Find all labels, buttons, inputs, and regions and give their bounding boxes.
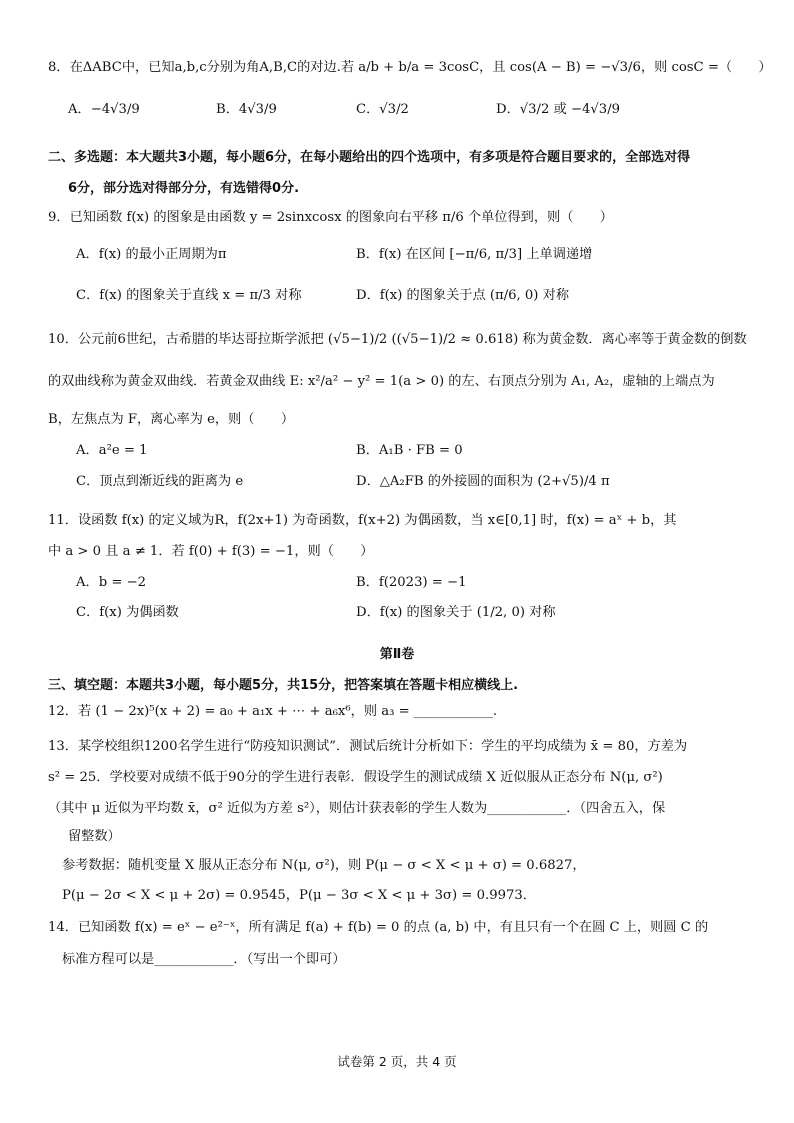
question-10-option-d: D．△A₂FB 的外接圆的面积为 (2+√5)/4 π [356,474,610,489]
question-14-line-2: 标准方程可以是____________．（写出一个即可） [62,952,346,967]
question-11-option-a: A．b = −2 [76,575,147,590]
section-3-heading: 三、填空题：本题共3小题，每小题5分，共15分，把答案填在答题卡相应横线上. [48,678,519,693]
section-2-heading-line-2: 6分，部分选对得部分分，有选错得0分. [68,181,300,196]
question-8-option-c: C．√3/2 [356,102,409,117]
question-13-reference-line-2: P(μ − 2σ < X < μ + 2σ) = 0.9545，P(μ − 3σ < X < μ + 3σ) = 0.9973． [62,888,536,903]
question-8-option-a: A．−4√3/9 [68,102,140,117]
question-11-line-2: 中 a > 0 且 a ≠ 1．若 f(0) + f(3) = −1，则（ ） [48,544,374,559]
question-10-line-2: 的双曲线称为黄金双曲线．若黄金双曲线 E: x²/a² − y² = 1(a > 0) 的左、右顶点分别为 A₁, A₂，虚轴的上端点为 [48,374,715,389]
question-10-line-3: B，左焦点为 F，离心率为 e，则（ ） [48,412,295,427]
question-9-stem: 9．已知函数 f(x) 的图象是由函数 y = 2sinxcosx 的图象向右平移 π/6 个单位得到，则（ ） [48,210,613,225]
question-11-option-c: C．f(x) 为偶函数 [76,605,179,620]
question-10-option-a: A．a²e = 1 [76,443,148,458]
question-9-option-a: A．f(x) 的最小正周期为π [76,247,227,262]
section-2-heading-line-1: 二、多选题：本大题共3小题，每小题6分，在每小题给出的四个选项中，有多项是符合题目要求的，全部选对得 [48,150,691,165]
question-8-option-b: B．4√3/9 [216,102,277,117]
question-13-reference-line-1: 参考数据：随机变量 X 服从正态分布 N(μ, σ²)，则 P(μ − σ < X < μ + σ) = 0.6827， [62,858,586,873]
question-14-line-1: 14．已知函数 f(x) = eˣ − e²⁻ˣ，所有满足 f(a) + f(b) = 0 的点 (a, b) 中，有且只有一个在圆 C 上，则圆 C 的 [48,920,709,935]
question-13-line-3: （其中 μ 近似为平均数 x̄，σ² 近似为方差 s²），则估计获表彰的学生人数为____________．（四舍五入，保 [48,801,666,816]
question-10-option-c: C．顶点到渐近线的距离为 e [76,474,244,489]
question-9-option-d: D．f(x) 的图象关于点 (π/6, 0) 对称 [356,288,570,303]
question-11-line-1: 11．设函数 f(x) 的定义域为R，f(2x+1) 为奇函数，f(x+2) 为偶函数，当 x∈[0,1] 时，f(x) = aˣ + b，其 [48,513,677,528]
question-10-line-1: 10．公元前6世纪，古希腊的毕达哥拉斯学派把 (√5−1)/2 ((√5−1)/2 ≈ 0.618) 称为黄金数．离心率等于黄金数的倒数 [48,332,747,347]
part-2-title: 第Ⅱ卷 [379,647,415,662]
question-12: 12．若 (1 − 2x)⁵(x + 2) = a₀ + a₁x + ⋯ + a₆x⁶，则 a₃ = ____________. [48,704,498,719]
question-11-option-d: D．f(x) 的图象关于 (1/2, 0) 对称 [356,605,556,620]
question-9-option-c: C．f(x) 的图象关于直线 x = π/3 对称 [76,288,302,303]
question-13-line-1: 13．某学校组织1200名学生进行“防疫知识测试”．测试后统计分析如下：学生的平均成绩为 x̄ = 80，方差为 [48,739,688,754]
question-8-option-d: D．√3/2 或 −4√3/9 [496,102,621,117]
question-13-line-2: s² = 25．学校要对成绩不低于90分的学生进行表彰．假设学生的测试成绩 X 近似服从正态分布 N(μ, σ²) [48,770,663,785]
question-9-option-b: B．f(x) 在区间 [−π/6, π/3] 上单调递增 [356,247,593,262]
question-11-option-b: B．f(2023) = −1 [356,575,467,590]
page-footer: 试卷第 2 页，共 4 页 [337,1054,457,1069]
question-10-option-b: B．A₁B · FB = 0 [356,443,463,458]
question-13-line-4: 留整数） [68,829,121,844]
question-8-stem: 8．在ΔABC中，已知a,b,c分别为角A,B,C的对边.若 a/b + b/a = 3cosC，且 cos(A − B) = −√3/6，则 cosC =（ ） [48,60,772,75]
